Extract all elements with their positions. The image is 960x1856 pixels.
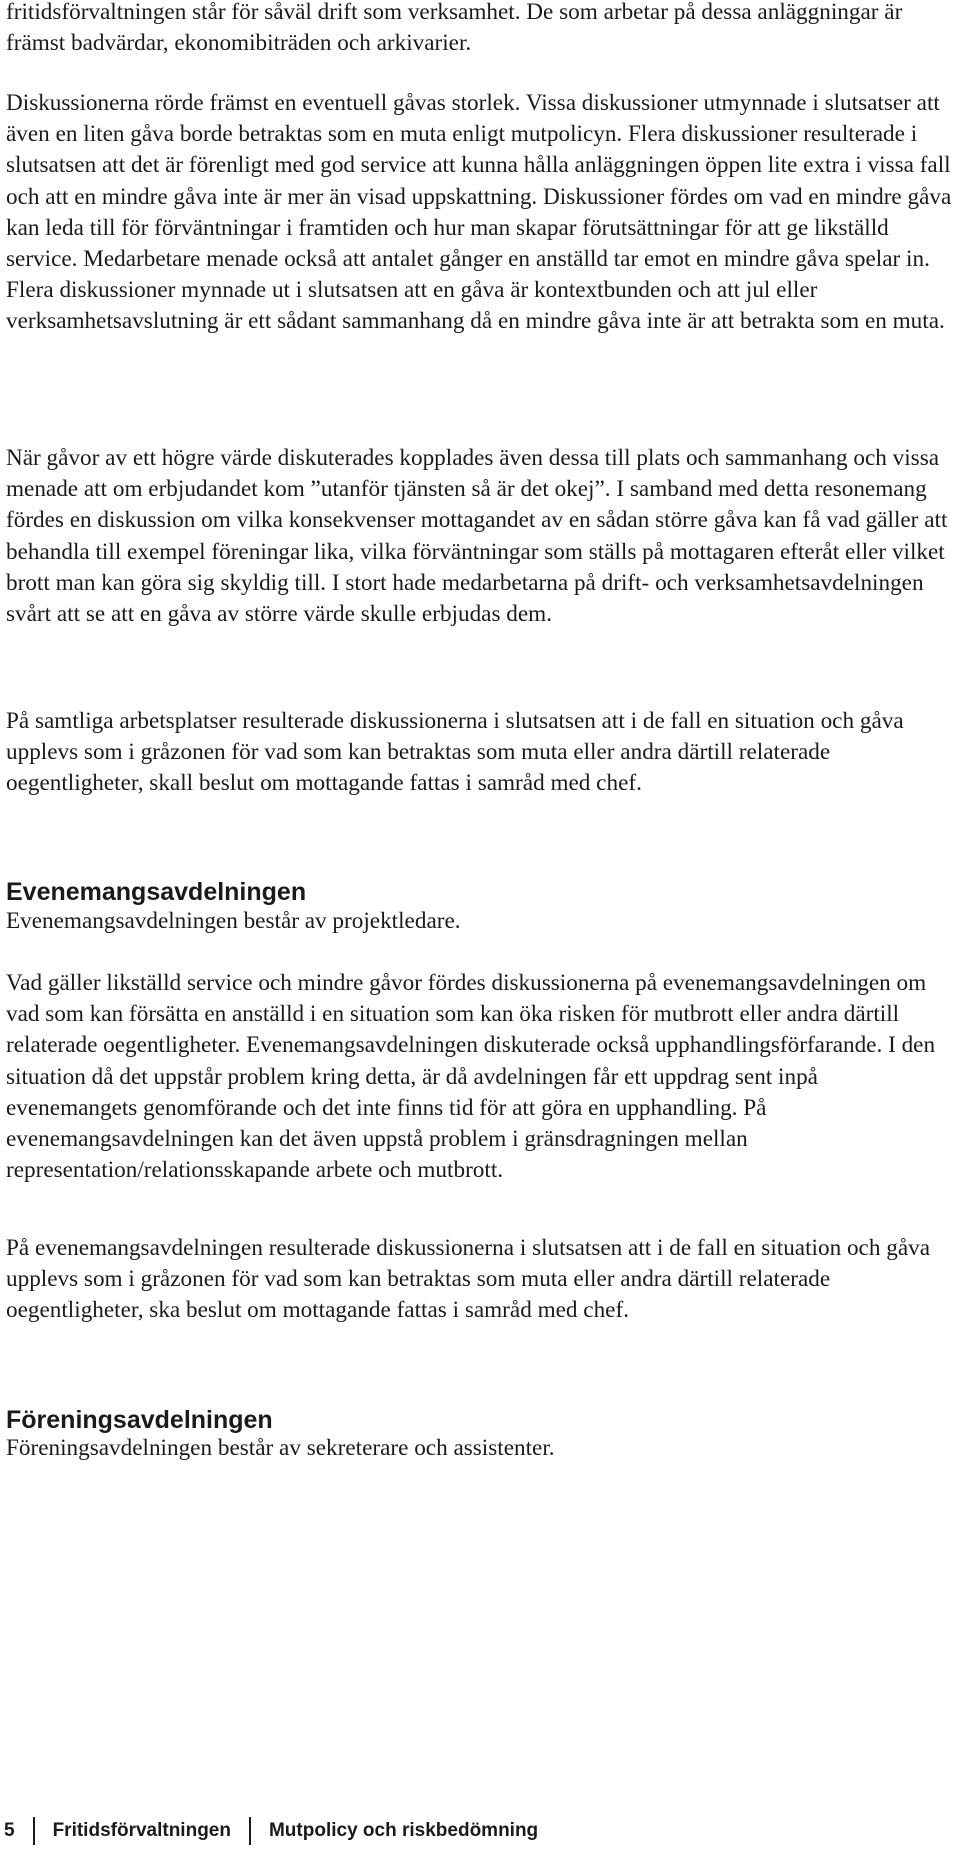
- paragraph-discussions: Diskussionerna rörde främst en eventuell gåvas storlek. Vissa diskussioner utmynnade i slutsatser att även en liten gåva borde betraktas som en muta enligt mutpolicyn. Flera diskussioner resulterade i slutsatsen att det är förenligt med god service att kunna hålla anläggningen öppen lite extra i vissa fall och att en mindre gåva inte är mer än visad uppskattning. Diskussioner fördes om vad en mindre gåva kan leda till för förväntningar i framtiden och hur man skapar förutsättningar för att ge likställd service. Medarbetare menade också att antalet gånger en anställd tar emot en mindre gåva spelar in. Flera diskussioner mynnade ut i slutsatsen att en gåva är kontextbunden och att jul eller verksamhetsavslutning är ett sådant sammanhang då en mindre gåva inte är att betrakta som en muta.: [6, 90, 952, 335]
- paragraph-evenemang-discussions: Vad gäller likställd service och mindre gåvor fördes diskussionerna på evenemangsavdelningen om vad som kan försätta en anställd i en situation som kan öka risken för mutbrott eller andra därtill relaterade oegentligheter. Evenemangsavdelningen diskuterade också upphandlingsförfarande. I den situation då det uppstår problem kring detta, är då avdelningen får ett uppdrag sent inpå evenemangets genomförande och det inte finns tid för att göra en upphandling. På evenemangsavdelningen kan det även uppstå problem i gränsdragningen mellan representation/relationsskapande arbete och mutbrott.: [6, 970, 936, 1184]
- paragraph-forening-composition: Föreningsavdelningen består av sekreterare och assistenter.: [6, 1435, 555, 1461]
- paragraph-evenemang-composition: Evenemangsavdelningen består av projektledare.: [6, 908, 461, 934]
- heading-evenemangsavdelningen: Evenemangsavdelningen: [6, 878, 307, 906]
- heading-foreningsavdelningen: Föreningsavdelningen: [6, 1406, 273, 1434]
- page-footer: [4, 1817, 538, 1845]
- footer-organization: Fritidsförvaltningen: [52, 1820, 231, 1841]
- paragraph-evenemang-conclusion: På evenemangsavdelningen resulterade diskussionerna i slutsatsen att i de fall en situation och gåva upplevs som i gråzonen för vad som kan betraktas som muta eller andra därtill relaterade oegentligheter, ska beslut om mottagande fattas i samråd med chef.: [6, 1235, 931, 1324]
- page-number: 5: [4, 1820, 15, 1841]
- footer-divider: [249, 1817, 251, 1845]
- footer-document-title: Mutpolicy och riskbedömning: [268, 1820, 539, 1841]
- footer-divider: [33, 1817, 35, 1845]
- paragraph-workplace-conclusion: På samtliga arbetsplatser resulterade diskussionerna i slutsatsen att i de fall en situation och gåva upplevs som i gråzonen för vad som kan betraktas som muta eller andra därtill relaterade oegentligheter, skall beslut om mottagande fattas i samråd med chef.: [6, 708, 904, 797]
- paragraph-higher-value-gifts: När gåvor av ett högre värde diskuterades kopplades även dessa till plats och sammanhang och vissa menade att om erbjudandet kom ”utanför tjänsten så är det okej”. I samband med detta resonemang fördes en diskussion om vilka konsekvenser mottagandet av en sådan större gåva kan få vad gäller att behandla till exempel föreningar lika, vilka förväntningar som ställs på mottagaren efteråt eller vilket brott man kan göra sig skyldig till. I stort hade medarbetarna på drift- och verksamhetsavdelningen svårt att se att en gåva av större värde skulle erbjudas dem.: [6, 445, 948, 628]
- paragraph-intro: fritidsförvaltningen står för såväl drift som verksamhet. De som arbetar på dessa anläggningar är främst badvärdar, ekonomibiträden och arkivarier.: [6, 0, 903, 57]
